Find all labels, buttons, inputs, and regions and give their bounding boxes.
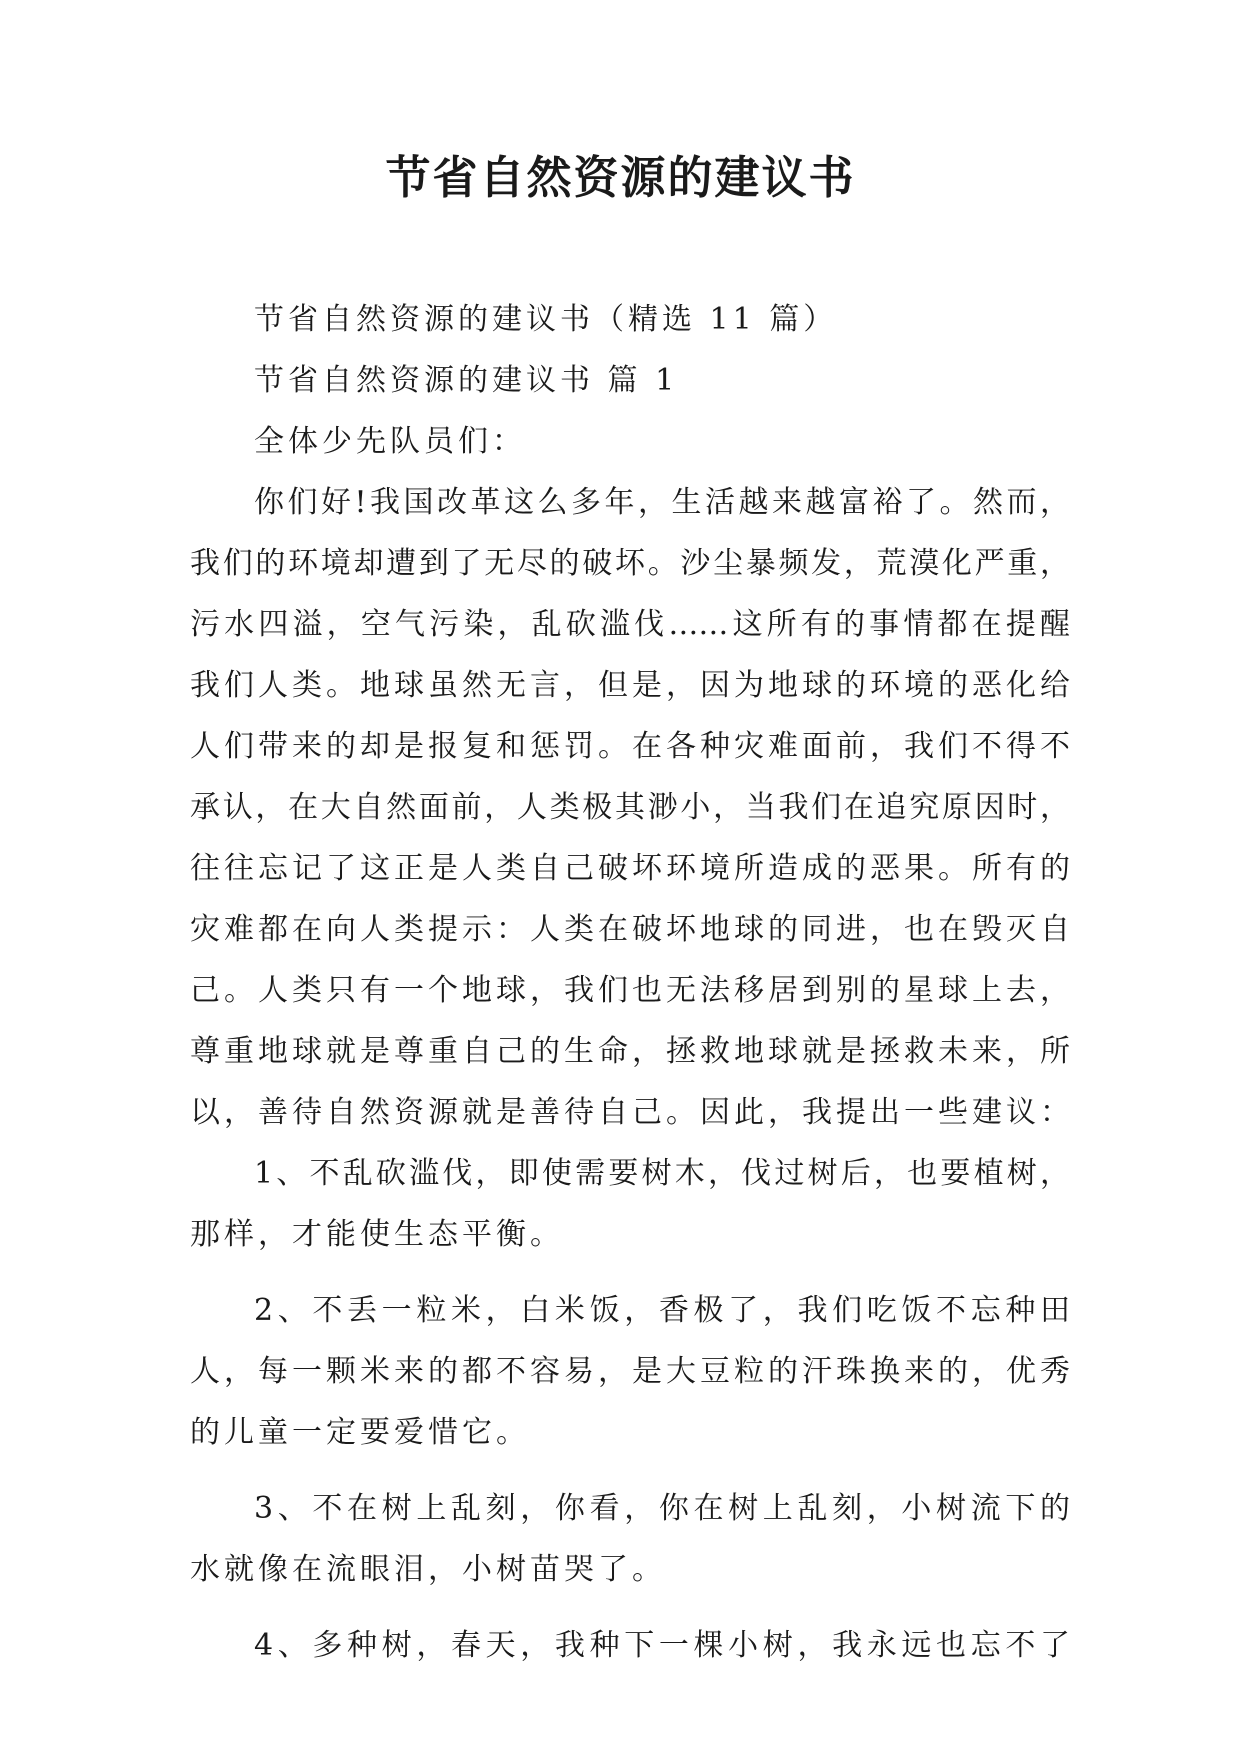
salutation: 全体少先队员们： — [254, 424, 526, 459]
paragraph-line: 水就像在流眼泪，小树苗哭了。 — [190, 1552, 666, 1587]
section-heading: 节省自然资源的建议书 篇 1 — [254, 363, 679, 398]
suggestion-2 — [190, 1280, 1070, 1463]
paragraph-line: 1、不乱砍滥伐，即使需要树木，伐过树后，也要植树， — [254, 1156, 1070, 1191]
paragraph-line: 4、多种树，春天，我种下一棵小树，我永远也忘不了 — [254, 1628, 1070, 1663]
paragraph-line: 灾难都在向人类提示：人类在破坏地球的同进，也在毁灭自 — [190, 912, 1070, 947]
paragraph-line: 我们人类。地球虽然无言，但是，因为地球的环境的恶化给 — [190, 668, 1070, 703]
paragraph-line: 污水四溢，空气污染，乱砍滥伐……这所有的事情都在提醒 — [190, 607, 1070, 642]
document-title: 节省自然资源的建议书 — [385, 151, 856, 204]
paragraph-line: 以，善待自然资源就是善待自己。因此，我提出一些建议： — [190, 1095, 1070, 1130]
paragraph-line: 人们带来的却是报复和惩罚。在各种灾难面前，我们不得不 — [190, 729, 1070, 764]
paragraph-line: 2、不丢一粒米，白米饭，香极了，我们吃饭不忘种田 — [254, 1293, 1070, 1328]
paragraph-line: 己。人类只有一个地球，我们也无法移居到别的星球上去， — [190, 973, 1070, 1008]
suggestion-1 — [190, 1143, 1070, 1265]
paragraph-line: 你们好!我国改革这么多年，生活越来越富裕了。然而， — [254, 485, 1070, 520]
paragraph-line: 承认，在大自然面前，人类极其渺小，当我们在追究原因时， — [190, 790, 1070, 825]
paragraph-1 — [190, 472, 1070, 1143]
subtitle: 节省自然资源的建议书（精选 11 篇） — [254, 302, 838, 337]
paragraph-line: 人，每一颗米来的都不容易，是大豆粒的汗珠换来的，优秀 — [190, 1354, 1070, 1389]
paragraph-line: 我们的环境却遭到了无尽的破坏。沙尘暴频发，荒漠化严重， — [190, 546, 1070, 581]
paragraph-line: 3、不在树上乱刻，你看，你在树上乱刻，小树流下的 — [254, 1491, 1070, 1526]
paragraph-line: 往往忘记了这正是人类自己破坏环境所造成的恶果。所有的 — [190, 851, 1070, 886]
paragraph-line: 尊重地球就是尊重自己的生命，拯救地球就是拯救未来，所 — [190, 1034, 1070, 1069]
paragraph-line: 那样，才能使生态平衡。 — [190, 1217, 564, 1252]
suggestion-3 — [190, 1478, 1070, 1600]
paragraph-line: 的儿童一定要爱惜它。 — [190, 1415, 530, 1450]
suggestion-4 — [190, 1615, 1070, 1676]
document-body — [190, 289, 1070, 1676]
